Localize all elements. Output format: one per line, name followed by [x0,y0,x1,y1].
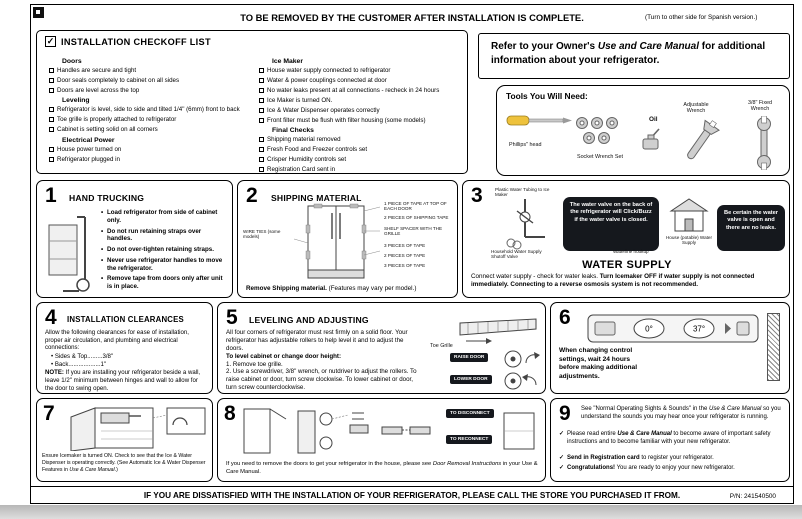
oil-can-icon [639,126,665,152]
checkoff-item-label: Refrigerator is level, side to side and tilted 1/4" (6mm) front to back [57,106,240,114]
caption-manual: Use & Care Manual [69,466,115,473]
footer-text: IF YOU ARE DISSATISFIED WITH THE INSTALLATION OF YOUR REFRIGERATOR, PLEASE CALL THE STORE YOU PURCHASED IT FROM. [143,491,681,500]
checkoff-item [49,116,247,123]
house-supply-label: House (potable) Water Supply [665,235,713,246]
leveling-step: 2. Use a screwdriver, 3/8" wrench, or nutdriver to adjust the rollers. To raise cabinet or door, turn screw clockwise. To lower cabinet or door, turn screw counterclockwise. [226,368,417,392]
page-title: TO BE REMOVED BY THE CUSTOMER AFTER INSTALLATION IS COMPLETE. [240,12,584,23]
socket-wrench-set-icon [573,114,625,148]
section-6-controls [550,302,790,394]
raise-roller-icon [502,349,540,369]
read-manual-item [559,431,785,447]
checkoff-item [259,97,461,104]
congratulations-item [559,465,785,473]
water-supply-title: WATER SUPPLY [582,259,672,271]
checkbox-icon [49,127,54,132]
toe-grille-label: Toe Grille [430,343,453,349]
check-icon: ✓ [559,455,565,461]
item-text: See "Normal Operating Sights & Sounds" in the [581,406,709,412]
checkbox-icon [49,157,54,162]
to-reconnect-label: TO RECONNECT [446,435,492,444]
caption-post: .) [114,466,118,473]
water-valve-callout: The water valve on the back of the refrigerator will Click/Buzz if the water valve is closed. [563,197,659,251]
bullet-item: • Do not over-tighten retaining straps. [101,246,227,254]
checkoff-item-label: Registration Card sent in [267,165,336,173]
bullet-item: • Do not run retaining straps over handles. [101,228,227,244]
checkoff-item [49,67,247,74]
checkoff-item-label: Shipping material removed [267,136,341,144]
bullet-item: • Load refrigerator from side of cabinet only. [101,209,227,225]
caption-bold: Remove Shipping material. [246,285,327,292]
checkoff-title-row [45,36,211,47]
checkbox-icon [259,147,264,152]
control-panel-icon [587,311,759,345]
section-number: 3 [471,184,483,207]
section-number: 6 [559,306,571,329]
checkoff-heading-icemaker: Ice Maker [272,58,303,65]
checkbox-icon [259,157,264,162]
scan-edge [0,505,802,519]
checkbox-icon [49,107,54,112]
checkoff-item-label: Toe grille is properly attached to refrigerator [57,116,177,124]
tools-box [496,85,790,176]
item-text: to become aware of important safety instructions and to become familiar with your new refrigerator. [567,431,771,445]
item-bold: Congratulations! [567,465,616,471]
section-title: LEVELING AND ADJUSTING [249,315,369,325]
section-number: 9 [559,402,571,425]
checkoff-item [49,146,247,153]
fresh-food-temp-display: 37° [692,324,706,334]
note-bold: NOTE: [45,369,64,376]
section-title: INSTALLATION CLEARANCES [67,315,184,324]
shipping-label: 3 PIECES OF TAPE [384,243,426,248]
caption-pre: If you need to remove the doors to get your refrigerator in the house, please see [226,461,433,467]
oil-label: Oil [649,116,658,123]
checkoff-heading-final: Final Checks [272,127,314,135]
shipping-caption [246,285,454,293]
checkoff-item-label: Refrigerator plugged in [57,155,120,163]
section-9-final-notes [550,398,790,482]
section-number: 7 [43,402,55,425]
hand-trucking-bullets [101,209,227,294]
checkbox-icon [259,98,264,103]
leveling-subhead: To level cabinet or change door height: [226,353,342,360]
section-4-installation-clearances [36,302,213,394]
icemaker-diagram-icon [61,405,209,451]
checkoff-item-label: Doors are level across the top [57,86,140,94]
checkoff-item-label: Door seals completely to cabinet on all sides [57,76,180,84]
tools-title: Tools You Will Need: [506,91,588,101]
refer-suffix: for additional information about your refrigerator. [491,41,766,66]
caption-rest: (Features may vary per model.) [326,285,417,292]
waterline-hookup-label: Waterline hookup [613,249,649,254]
section-2-shipping-material [237,180,458,298]
icemaker-caption [42,453,209,473]
house-icon [667,197,711,233]
checkbox-icon [259,68,264,73]
part-number: P/N: 241540500 [729,493,776,500]
checkoff-item-label: Ice & Water Dispenser operates correctly [267,106,380,114]
hand-truck-icon [45,211,97,295]
check-icon: ✓ [559,431,565,437]
checkoff-item [259,87,461,94]
checkoff-column-right [259,55,461,176]
lower-door-label: LOWER DOOR [450,375,492,384]
section-number: 4 [45,306,57,329]
fixed-wrench-icon [749,116,779,170]
pipe-label-top: Plastic Water Tubing to Ice Maker [495,187,550,198]
checkoff-item [49,77,247,84]
section-7-icemaker [36,398,213,482]
shipping-label: 1 PIECE OF TAPE AT TOP OF EACH DOOR [384,201,447,212]
water-supply-paragraph [471,273,783,289]
valve-open-callout: Be certain the water valve is open and there are no leaks. [717,205,785,251]
fixed-wrench-label: 3/8" Fixed Wrench [747,100,773,113]
checkoff-item-label: Crisper Humidity controls set [267,156,347,163]
caption-pre: Ensure Icemaker is turned ON. Check to see that the Ice & Water Dispenser is operating correctly. (See Automatic Ice & Water Dispenser Features in [42,453,206,473]
checkbox-icon [259,137,264,142]
checkoff-item [259,117,461,124]
adjustable-wrench-label: Adjustable Wrench [683,102,709,115]
section-1-hand-trucking [36,180,233,298]
checkoff-item [49,106,247,113]
checkoff-item [259,156,461,163]
checkoff-item [259,77,461,84]
checkoff-box [36,30,468,174]
phillips-screwdriver-icon [505,112,575,130]
raise-door-label: RAISE DOOR [450,353,488,362]
section-5-leveling-adjusting [217,302,546,394]
sights-sounds-item [581,406,783,422]
checkbox-icon [259,167,264,172]
refer-box [478,33,790,79]
toe-grille-icon [456,317,540,347]
shipping-label: 3 PIECES OF TAPE [384,263,426,268]
clearances-note [45,369,208,393]
note-rest: If you are installing your refrigerator beside a wall, leave 1/2" minimum between hinges and wall to allow for the door to swing open. [45,369,201,392]
clearances-paragraph: Allow the following clearances for ease of installation, proper air circulation, and plumbing and electrical connections: [45,329,189,352]
adjustable-wrench-icon [679,116,723,168]
checkoff-item [259,67,461,74]
checkoff-item [49,87,247,94]
item-manual: Use & Care Manual [709,406,762,412]
clearance-item: • Back...................1" [51,361,107,368]
section-number: 8 [224,402,236,425]
freezer-temp-display: 0° [645,324,653,334]
item-text: You are ready to enjoy your new refrigerator. [615,465,735,471]
checkbox-icon [259,118,264,123]
section-8-door-removal [217,398,546,482]
bullet-item: • Never use refrigerator handles to move the refrigerator. [101,257,227,273]
checkbox-icon [259,108,264,113]
caption-post: in your Use & Care Manual. [226,461,538,475]
checkoff-column-left [49,55,247,166]
item-text: so you understand the sounds you may hear once your refrigerator is running. [581,406,781,420]
controls-note: When changing control settings, wait 24 hours before making additional adjustments. [559,347,638,380]
pipe-label-bottom: Household Water Supply Shutoff Valve [491,249,542,260]
checkoff-item [259,166,461,173]
item-manual: Use & Care Manual [617,431,672,437]
section-number: 2 [246,184,258,207]
refer-prefix: Refer to your Owner's [491,41,598,52]
clearance-item: • Sides & Top.........3/8" [51,353,114,360]
checkoff-item [49,126,247,133]
para-normal: Connect water supply - check for water leaks. [471,273,600,280]
door-removal-caption [226,461,539,476]
footer-strip [30,486,794,504]
leveling-paragraph: All four corners of refrigerator must rest firmly on a solid floor. Your refrigerator has adjustable rollers to help level it and to adjust the doors. [226,329,408,353]
checkoff-item-label: Handles are secure and tight [57,67,137,74]
checkbox-icon [49,117,54,122]
checkbox-icon [49,88,54,93]
phillips-label: Phillips" head [509,142,542,148]
temperature-slider-strip [767,313,780,381]
section-title: SHIPPING MATERIAL [271,193,362,203]
checkoff-item-label: House power turned on [57,145,122,153]
checkoff-item-label: Water & power couplings connected at door [267,76,387,84]
checkoff-item [49,156,247,163]
checkbox-icon [49,68,54,73]
refer-manual-title: Use and Care Manual [597,41,700,52]
refer-text [479,34,789,73]
water-pipe-icon [497,197,553,253]
item-text: Please read entire [567,431,618,437]
checkoff-item-label: Front filter must be flush with filter housing (some models) [267,116,426,124]
checkoff-item [259,107,461,114]
check-icon: ✓ [559,465,565,471]
refrigerator-shipping-icon [290,203,382,283]
checkbox-icon [49,78,54,83]
checkoff-item-label: Cabinet is setting solid on all corners [57,126,158,134]
checkoff-item-label: House water supply connected to refrigerator [267,67,391,74]
lower-roller-icon [502,371,540,391]
bullet-item: • Remove tape from doors only after unit is in place. [101,275,227,291]
checkoff-item-label: Ice Maker is turned ON. [267,96,333,104]
section-number: 1 [45,184,57,207]
checkoff-heading-doors: Doors [62,58,82,65]
checkbox-icon [259,78,264,83]
section-number: 5 [226,306,238,329]
shipping-label: 2 PIECES OF TAPE [384,253,426,258]
leveling-step: 1. Remove toe grille. [226,361,283,368]
para-bold: Turn Icemaker OFF if water supply is not connected immediately. Connecting to a reverse osmosis system is not recommended. [471,273,755,289]
wire-ties-label: WIRE TIES (some models) [243,229,281,240]
to-disconnect-label: TO DISCONNECT [446,409,494,418]
checkbox-icon [259,88,264,93]
socket-set-label: Socket Wrench Set [576,154,624,160]
door-removal-diagram-icon [242,405,542,457]
shipping-label: 2 PIECES OF SHIPPING TAPE [384,215,449,220]
caption-instructions: Door Removal Instructions [432,461,502,467]
registration-item [559,455,785,463]
spanish-version-note: (Turn to other side for Spanish version.) [645,14,758,21]
section-title: HAND TRUCKING [69,193,145,203]
item-bold: Send in Registration card [567,455,640,461]
section-3-water-supply [462,180,790,298]
check-icon: ✓ [46,36,55,46]
checkoff-heading-leveling: Leveling [62,97,90,105]
checkoff-item-label: Fresh Food and Freezer controls set [267,146,368,154]
checkoff-title: INSTALLATION CHECKOFF LIST [61,36,211,47]
shipping-label: SHELF SPACER WITH THE GRILLE [384,226,443,237]
checkoff-item [259,136,461,143]
checkoff-heading-electrical: Electrical Power [62,136,115,144]
item-text: to register your refrigerator. [639,455,714,461]
checkbox-icon [49,147,54,152]
checkoff-item-label: No water leaks present at all connections - recheck in 24 hours [267,86,440,94]
checkoff-item [259,146,461,153]
